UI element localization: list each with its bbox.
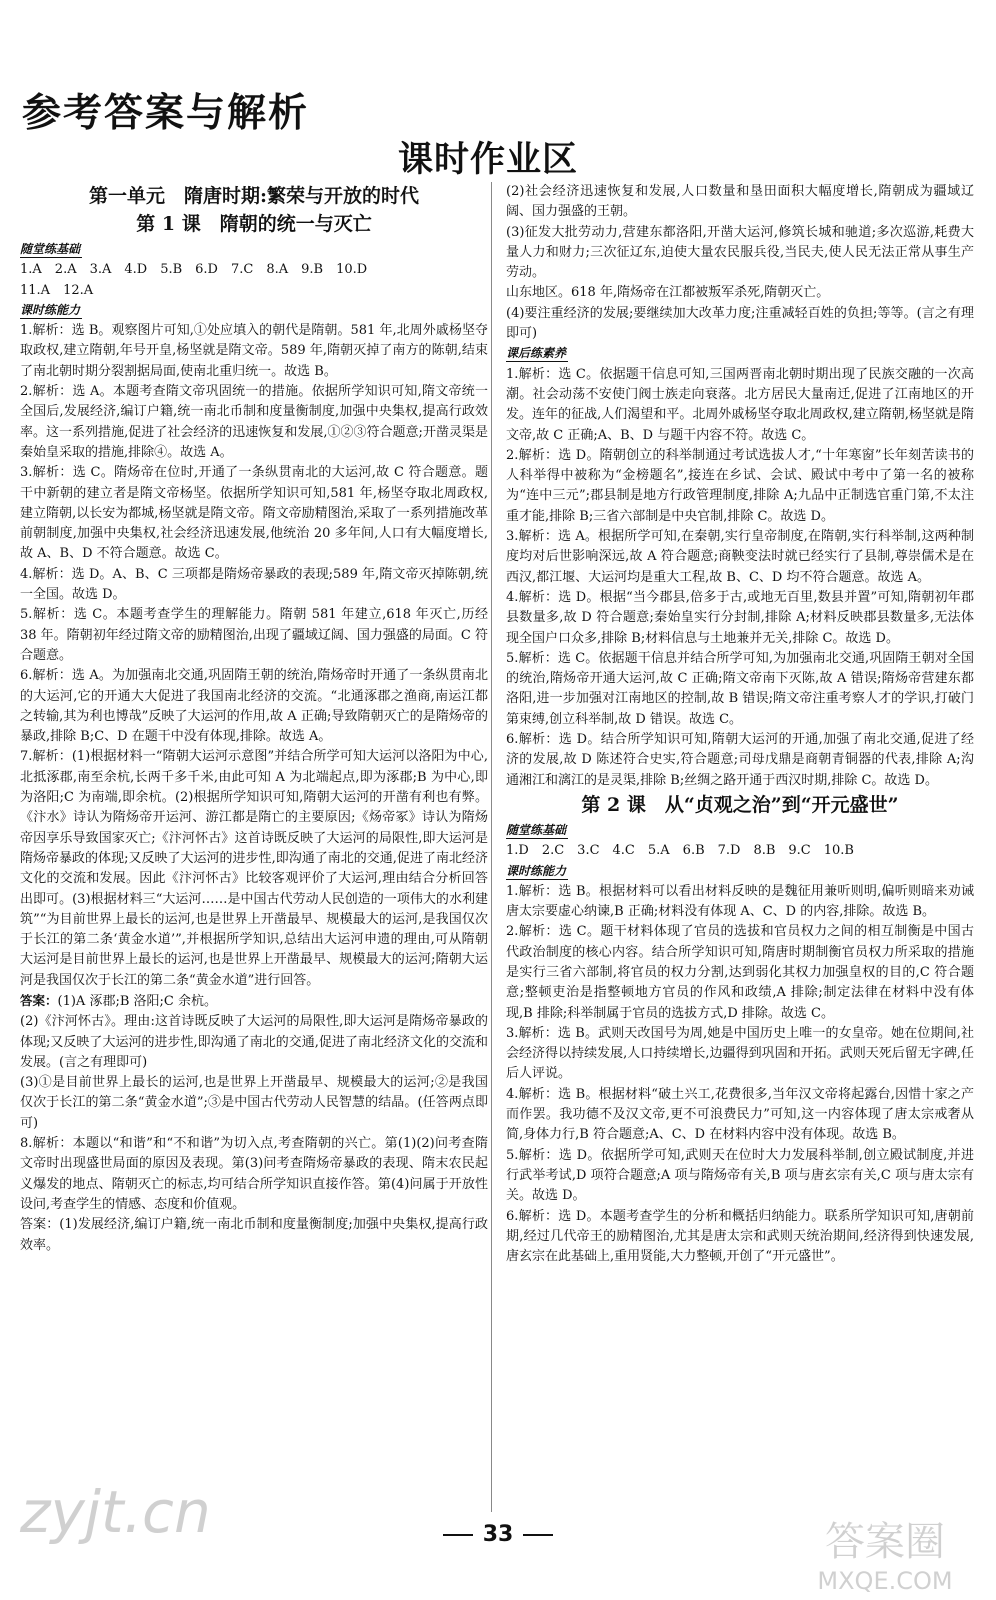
lesson-1-title: 第 1 课 隋朝的统一与灭亡 xyxy=(136,213,372,235)
answer-item: 5.解析：选 C。依据题干信息并结合所学可知,为加强南北交通,巩固隋王朝对全国的统治,隋炀帝开通大运河,故 C 正确;隋文帝南下灭陈,故 A 错误;隋炀帝营建东都洛阳,进一步加强对江南地区的控制,故 B 错误;隋文帝注重考察人才的学识,打破门第束缚,创立科举制,故 D 错误。故选 C。 xyxy=(506,650,974,727)
answer-item: 5.解析：选 D。依据所学可知,武则天在位时大力发展科举制,创立殿试制度,并进行武举考试,D 项符合题意;A 项与隋炀帝有关,B 项与唐玄宗有关,C 项与唐太宗有关。故选 D。 xyxy=(506,1147,974,1204)
answer-line: (2)社会经济迅速恢复和发展,人口数量和垦田面积大幅度增长,隋朝成为疆域辽阔、国力强盛的王朝。 xyxy=(506,184,974,220)
answer-item: 4.解析：选 D。A、B、C 三项都是隋炀帝暴政的表现;589 年,隋文帝灭掉陈朝,统一全国。故选 D。 xyxy=(20,566,488,603)
answer-item: 8.解析：本题以“和谐”和“不和谐”为切入点,考查隋朝的兴亡。第(1)(2)问考查隋文帝时出现盛世局面的原因及表现。第(3)问考查隋炀帝暴政的表现、隋末农民起义爆发的地点、隋朝灭亡的标志,均可结合所学知识直接作答。第(4)问属于开放性设问,考查学生的情感、态度和价值观。 xyxy=(20,1136,488,1212)
answer-line: (3)征发大批劳动力,营建东都洛阳,开凿大运河,修筑长城和驰道;多次巡游,耗费大量人力和财力;三次征辽东,迫使大量农民服兵役,当民夫,使人民无法正常从事生产劳动。 xyxy=(506,224,974,281)
watermark-right-bottom: MXQE.COM xyxy=(817,1567,953,1595)
answer-item: 答案：(1)发展经济,编订户籍,统一南北币制和度量衡制度;加强中央集权,提高行政效率。 xyxy=(20,1217,488,1253)
tag-ability: 课时练能力 xyxy=(506,863,567,878)
basic-answers: 1.A 2.A 3.A 4.D 5.B 6.D 7.C 8.A 9.B 10.D 11.A 12.A xyxy=(20,262,368,298)
answer-line: (2)《汴河怀古》。理由:这首诗既反映了大运河的局限性,即大运河是隋炀帝暴政的体现;又反映了大运河的进步性,即沟通了南北的交通,促进了南北经济文化的交流和发展。(言之有理即可) xyxy=(20,1014,488,1070)
answer-item: 6.解析：选 D。本题考查学生的分析和概括归纳能力。联系所学知识可知,唐朝前期,经过几代帝王的励精图治,尤其是唐太宗和武则天统治期间,经济得到快速发展,唐玄宗在此基础上,重用贤能,大力整顿,开创了“开元盛世”。 xyxy=(506,1208,974,1265)
right-column xyxy=(506,182,974,1522)
unit-title: 第一单元 隋唐时期:繁荣与开放的时代 xyxy=(88,185,419,207)
tag-literacy: 课后练素养 xyxy=(506,346,567,361)
left-column xyxy=(20,182,488,1522)
answer-item: 6.解析：选 D。结合所学知识可知,隋朝大运河的开通,加强了南北交通,促进了经济的发展,故 D 陈述符合史实,符合题意;司母戊鼎是商朝青铜器的代表,排除 A;沟通湘江和漓江的是灵渠,排除 B;丝绸之路开通于西汉时期,排除 C。故选 D。 xyxy=(506,732,974,788)
answer-item: 6.解析：选 A。为加强南北交通,巩固隋王朝的统治,隋炀帝时开通了一条纵贯南北的大运河,它的开通大大促进了我国南北经济的交流。“北通涿郡之渔商,南运江都之转输,其为利也博哉”反映了大运河的作用,故 A 正确;导致隋朝灭亡的是隋炀帝的暴政,排除 B;C、D 在题干中没有体现,排除。故选 A。 xyxy=(20,668,488,745)
answer-item: 3.解析：选 C。隋炀帝在位时,开通了一条纵贯南北的大运河,故 C 符合题意。题干中新朝的建立者是隋文帝杨坚。依据所学知识可知,581 年,杨坚夺取北周政权,建立隋朝,以长安为都城,杨坚就是隋文帝。隋文帝励精图治,采取了一系列措施改革前朝制度,加强中央集权,社会经济迅速发展,他统治 20 多年间,人口有大幅度增长,故 A、B、D 不符合题意。故选 C。 xyxy=(20,465,488,562)
lesson-2-title: 第 2 课 从“贞观之治”到“开元盛世” xyxy=(581,793,899,816)
answer-block xyxy=(20,991,488,1012)
answer-item: 2.解析：选 C。题干材料体现了官员的选拔和官员权力之间的相互制衡是中国古代政治制度的核心内容。结合所学知识可知,隋唐时期制衡官员权力所采取的措施是实行三省六部制,将官员的权力分割,达到弱化其权力加强皇权的目的,C 符合题意;整顿吏治是指整顿地方官员的作风和政绩,A 排除;制定法律在材料中没有体现,B 排除;科举制属于官员的选拔方式,D 排除。故选 C。 xyxy=(506,924,974,1021)
answer-item: 4.解析：选 D。根据“当今郡县,倍多于古,或地无百里,数县并置”可知,隋朝初年郡县数量多,故 D 符合题意;秦始皇实行分封制,排除 A;材料反映郡县数量多,无法体现全国户口众多,排除 B;材料信息与土地兼并无关,排除 C。故选 D。 xyxy=(506,589,974,646)
answer-item: 3.解析：选 B。武则天改国号为周,她是中国历史上唯一的女皇帝。她在位期间,社会经济得以持续发展,人口持续增长,边疆得到巩固和开拓。武则天死后留无字碑,任后人评说。 xyxy=(506,1025,974,1082)
main-title: 参考答案与解析 xyxy=(22,91,310,136)
answer-line: 山东地区。618 年,隋炀帝在江都被叛军杀死,隋朝灭亡。 xyxy=(506,285,830,301)
tag-ability: 课时练能力 xyxy=(20,302,81,317)
answer-item: 1.解析：选 B。根据材料可以看出材料反映的是魏征用兼听则明,偏听则暗来劝诫唐太宗要虚心纳谏,B 正确;材料没有体现 A、C、D 的内容,排除。故选 B。 xyxy=(506,883,974,920)
watermark-left: zyjt.cn xyxy=(20,1478,211,1546)
answer-item: 5.解析：选 C。本题考查学生的理解能力。隋朝 581 年建立,618 年灭亡,历经 38 年。隋朝初年经过隋文帝的励精图治,出现了疆域辽阔、国力强盛的局面。C 符合题意。 xyxy=(20,607,488,663)
section-title: 课时作业区 xyxy=(398,140,579,180)
basic-answers: 1.D 2.C 3.C 4.C 5.A 6.B 7.D 8.B 9.C 10.B xyxy=(506,843,854,859)
tag-basic: 随堂练基础 xyxy=(20,242,81,256)
answer-item: 2.解析：选 D。隋朝创立的科举制通过考试选拔人才,“十年寒窗”长年刻苦读书的人科举得中被称为“金榜题名”,接连在乡试、会试、殿试中考中了第一名的被称为“连中三元”;郡县制是地方行政管理制度,排除 A;九品中正制选官重门第,不太注重才能,排除 B;三省六部制是中央官制,排除 C。故选 D。 xyxy=(506,447,974,524)
answer-item: 4.解析：选 B。根据材料“破土兴工,花费很多,当年汉文帝将起露台,因惜十家之产而作罢。我功德不及汉文帝,更不可浪费民力”可知,这一内容体现了唐太宗戒奢从简,身体力行,B 符合题意;A、C、D 在材料内容中没有体现。故选 B。 xyxy=(506,1086,974,1143)
watermark-right xyxy=(800,1510,970,1595)
answer-item: 2.解析：选 A。本题考查隋文帝巩固统一的措施。依据所学知识可知,隋文帝统一全国后,发展经济,编订户籍,统一南北币制和度量衡制度,加强中央集权,提高行政效率。这一系列措施,促进了社会经济的迅速恢复和发展,①②③符合题意;开凿灵渠是秦始皇采取的措施,排除④。故选 A。 xyxy=(20,384,488,460)
answer-item: 3.解析：选 A。根据所学可知,在秦朝,实行皇帝制度,在隋朝,实行科举制,这两种制度均对后世影响深远,故 A 符合题意;商鞅变法时就已经实行了县制,尊崇儒术是在西汉,都江堰、大运河均是重大工程,故 B、C、D 均不符合题意。故选 A。 xyxy=(506,529,974,585)
watermark-right-top: 答案圈 xyxy=(825,1519,945,1565)
answer-item: 1.解析：选 B。观察图片可知,①处应填入的朝代是隋朝。581 年,北周外戚杨坚夺取政权,建立隋朝,年号开皇,杨坚就是隋文帝。589 年,隋朝灭掉了南方的陈朝,结束了南北朝时期分裂割据局面,使南北重归统一。故选 B。 xyxy=(20,323,488,379)
column-divider xyxy=(491,182,492,1512)
answer-line: (4)要注重经济的发展;要继续加大改革力度;注重减轻百姓的负担;等等。(言之有理即可) xyxy=(506,305,974,342)
answer-item: 7.解析：(1)根据材料一“隋朝大运河示意图”并结合所学可知大运河以洛阳为中心,北抵涿郡,南至余杭,长两千多千米,由此可知 A 为北端起点,即为涿郡;B 为中心,即为洛阳;C 为南端,即余杭。(2)根据所学知识可知,隋朝大运河的开凿有利也有弊。《汴水》诗认为隋炀帝开运河、游江都是隋亡的主要原因;《炀帝冢》诗认为隋炀帝因享乐导致国家灭亡;《汴河怀古》这首诗既反映了大运河的局限性,即大运河是隋炀帝暴政的体现;又反映了大运河的进步性,即沟通了南北的交通,促进了南北经济文化的交流和发展。因此《汴河怀古》比较客观评价了大运河,理由结合分析回答出即可。(3)根据材料三“大运河……是中国古代劳动人民创造的一项伟大的水利建筑”“为目前世界上最长的运河,也是世界上开凿最早、规模最大的运河,是我国仅次于长江的第二条‘黄金水道’”,并根据所学知识,总结出大运河申遗的理由,可从隋朝大运河是目前世界上最长的运河,也是世界上开凿最早、规模最大的运河;隋朝大运河是我国仅次于长江的第二条“黄金水道”进行回答。 xyxy=(20,749,488,988)
page-number: 33 xyxy=(0,1522,996,1547)
answer-label: 答案： xyxy=(20,992,58,1008)
tag-basic: 随堂练基础 xyxy=(506,822,567,837)
answer-line: (3)①是目前世界上最长的运河,也是世界上开凿最早、规模最大的运河;②是我国仅次于长江的第二条“黄金水道”;③是中国古代劳动人民智慧的结晶。(任答两点即可) xyxy=(20,1075,488,1131)
answer-item: 1.解析：选 C。依据题干信息可知,三国两晋南北朝时期出现了民族交融的一次高潮。社会动荡不安使门阀士族走向衰落。北方居民大量南迁,促进了江南地区的开发。连年的征战,人们渴望和平。北周外戚杨坚夺取北周政权,建立隋朝,杨坚就是隋文帝,故 C 正确;A、B、D 与题干内容不符。故选 C。 xyxy=(506,366,974,443)
answer-line: (1)A 涿郡;B 洛阳;C 余杭。 xyxy=(57,993,217,1009)
